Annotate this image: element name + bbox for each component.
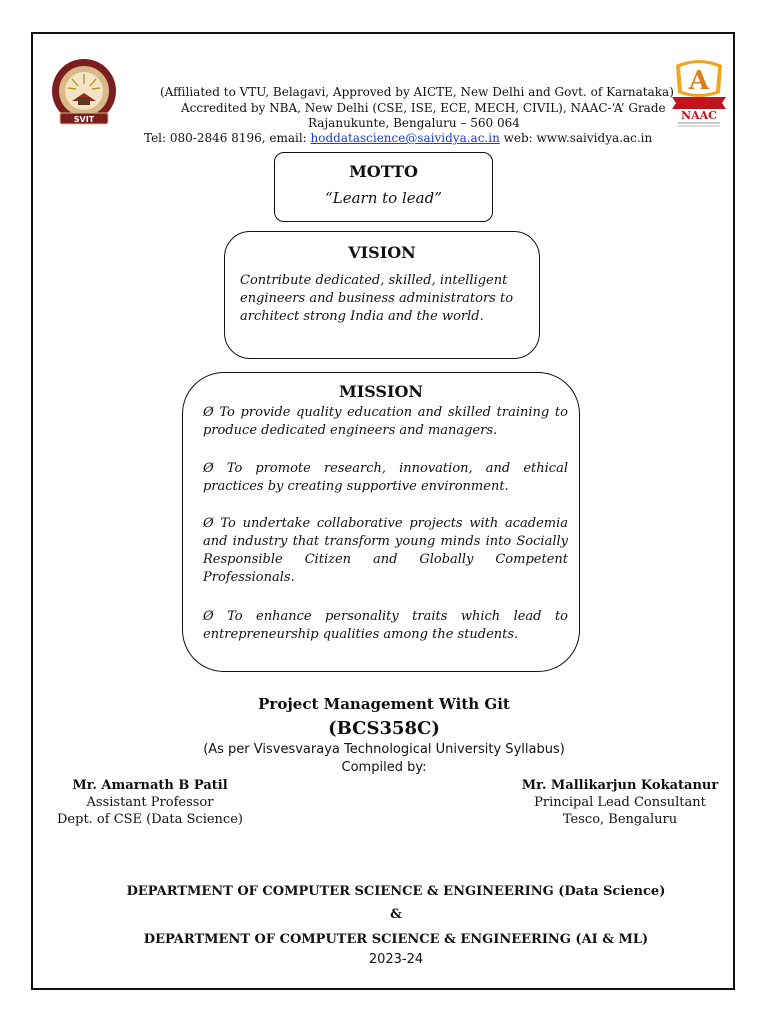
vision-text: Contribute dedicated, skilled, intelligent engineers and business administrators to architect strong India and the world. [240,273,514,324]
mission-box [182,372,580,672]
vision-title: VISION [348,243,416,262]
course-code: (BCS358C) [328,718,440,739]
naac-label-text: NAAC [681,109,717,122]
motto-box [274,152,493,222]
project-title: Project Management With Git [258,695,510,713]
vision-box [224,231,540,359]
department-ampersand: & [390,907,402,922]
header-address: Rajanukunte, Bengaluru – 560 064 [308,116,520,130]
mission-item: Ø To promote research, innovation, and ethical practices by creating supportive environment. [203,461,568,494]
author-role: Assistant Professor [86,795,214,810]
academic-year: 2023-24 [368,952,424,967]
author-org: Tesco, Bengaluru [562,812,678,827]
motto-text: “Learn to lead” [325,189,442,207]
header-affiliation: (Affiliated to VTU, Belagavi, Approved by AICTE, New Delhi and Govt. of Karnataka) [160,85,674,99]
author-right [500,777,740,828]
author-org: Dept. of CSE (Data Science) [57,812,243,827]
mission-item: Ø To undertake collaborative projects with academia and industry that transform young minds into Socially Responsible Citizen and Globally Competent Professionals. [203,516,568,585]
naac-grade-text: A [688,66,710,96]
mission-item: Ø To enhance personality traits which lead to entrepreneurship qualities among the students. [203,609,568,642]
header-accreditation: Accredited by NBA, New Delhi (CSE, ISE, ECE, MECH, CIVIL), NAAC-‘A’ Grade [181,101,666,115]
syllabus-note: (As per Visvesvaraya Technological University Syllabus) [203,742,565,757]
author-name: Mr. Mallikarjun Kokatanur [521,778,719,793]
compiled-by-label: Compiled by: [341,760,427,775]
mission-item: Ø To provide quality education and skilled training to produce dedicated engineers and managers. [203,405,568,438]
author-role: Principal Lead Consultant [534,795,706,810]
mission-title: MISSION [339,382,423,401]
naac-logo-icon [670,57,728,129]
author-left [40,777,260,828]
college-logo-icon [48,57,120,129]
email-link[interactable]: hoddatascience@saividya.ac.in [310,131,500,145]
header-web: web: www.saividya.ac.in [499,131,653,145]
author-name: Mr. Amarnath B Patil [72,778,228,793]
department-ai-ml: DEPARTMENT OF COMPUTER SCIENCE & ENGINEERING (AI & ML) [143,932,649,947]
department-data-science: DEPARTMENT OF COMPUTER SCIENCE & ENGINEERING (Data Science) [126,884,666,899]
header-contact [144,130,652,146]
motto-title: MOTTO [349,162,418,181]
header-tel: Tel: 080-2846 8196, email: [144,131,311,145]
college-logo-text: SVIT [73,115,95,124]
